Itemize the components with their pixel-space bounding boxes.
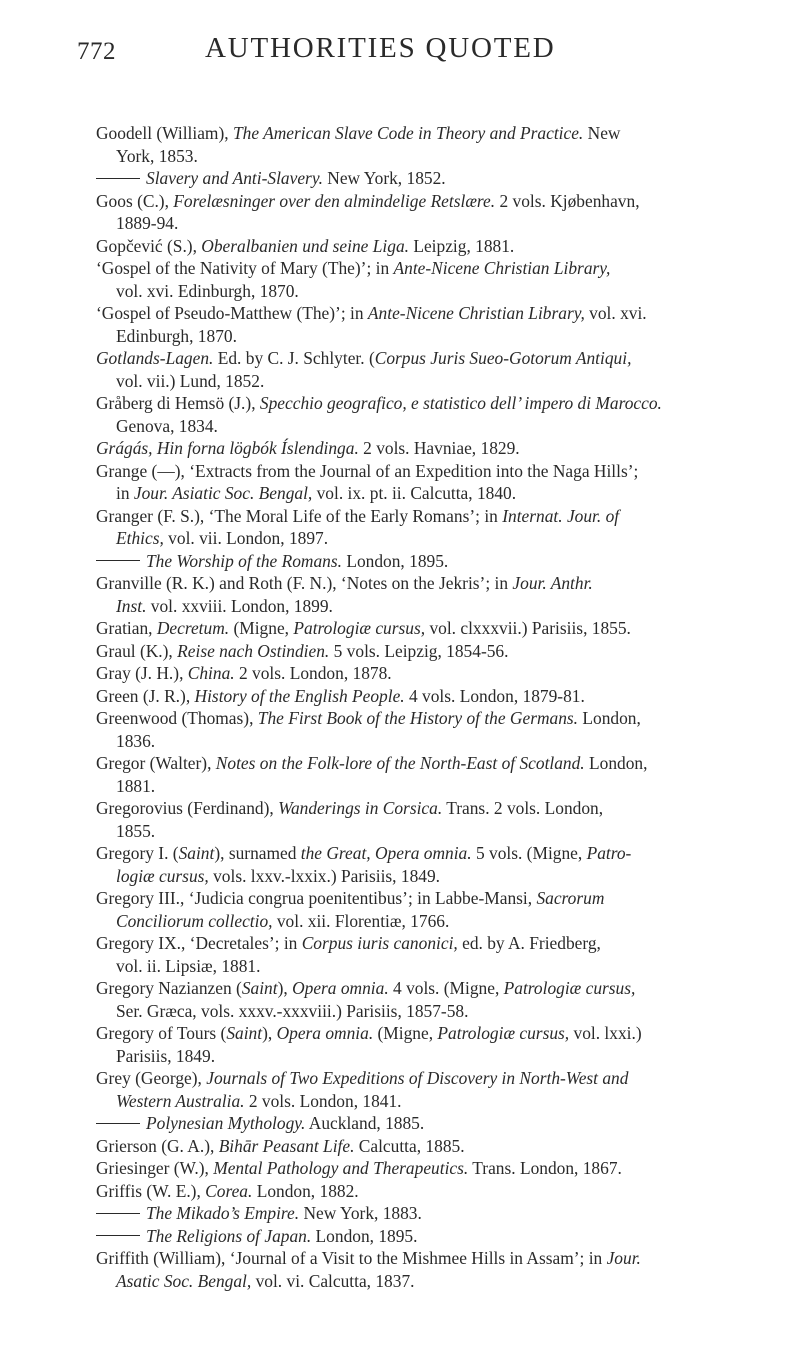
entry-text: ), bbox=[277, 978, 293, 998]
entry-text: 5 vols. Leipzig, 1854-56. bbox=[329, 640, 509, 661]
bibliography-entry bbox=[96, 1247, 763, 1292]
entry-text: vol. ix. pt. ii. Calcutta, 1840. bbox=[312, 483, 517, 503]
bibliography-entry bbox=[96, 437, 763, 460]
entry-text: in bbox=[116, 483, 134, 503]
entry-text: Gregory Nazianzen ( bbox=[96, 978, 242, 998]
ditto-dash bbox=[96, 1213, 140, 1214]
entry-text: New York, 1883. bbox=[299, 1203, 422, 1223]
entry-text: Auckland, 1885. bbox=[305, 1113, 425, 1133]
entry-title: logiæ cursus, bbox=[116, 865, 209, 886]
entry-text: Edinburgh, 1870. bbox=[116, 325, 237, 346]
entry-title: Corpus Juris Sueo-Gotorum Antiqui, bbox=[374, 348, 632, 368]
entry-text: vol. xvi. bbox=[584, 303, 647, 323]
ditto-dash bbox=[96, 1123, 140, 1124]
entry-text: 2 vols. London, 1841. bbox=[244, 1090, 402, 1111]
entry-title: Jour. bbox=[606, 1248, 641, 1268]
entry-text: New York, 1852. bbox=[322, 168, 446, 188]
entry-title: Saint bbox=[241, 978, 278, 998]
entry-text: Ed. by C. J. Schlyter. ( bbox=[213, 348, 375, 368]
entry-text: 2 vols. Havniae, 1829. bbox=[358, 438, 520, 458]
entry-text: vol. ii. Lipsiæ, 1881. bbox=[116, 955, 261, 976]
entry-title: Saint bbox=[178, 843, 215, 863]
entry-continuation bbox=[96, 820, 763, 843]
entry-continuation bbox=[96, 212, 763, 235]
entry-text: 1855. bbox=[116, 820, 156, 841]
entry-text: Ser. Græca, vols. xxxv.-xxxviii.) Parisiis, 1857-58. bbox=[116, 1000, 469, 1021]
entry-text: New bbox=[583, 123, 621, 143]
bibliography-entry bbox=[96, 977, 763, 1022]
bibliography-entry bbox=[96, 842, 763, 887]
entry-text: Grange (—), ‘Extracts from the Journal of an Expedition into the Naga Hills’; bbox=[96, 460, 639, 481]
entry-title: Oberalbanien und seine Liga. bbox=[201, 235, 409, 256]
entry-title: Saint bbox=[226, 1023, 263, 1043]
entry-text: ‘Gospel of Pseudo-Matthew (The)’; in bbox=[96, 303, 368, 323]
entry-title: Slavery and Anti-Slavery. bbox=[146, 168, 323, 188]
entry-text: vol. vii.) Lund, 1852. bbox=[116, 370, 265, 391]
entry-text: Granger (F. S.), ‘The Moral Life of the Early Romans’; in bbox=[96, 505, 503, 526]
entry-continuation bbox=[96, 1000, 763, 1023]
entry-title: China. bbox=[187, 663, 235, 683]
bibliography-entry bbox=[96, 1067, 763, 1112]
entry-text: Gopčević (S.), bbox=[96, 235, 202, 256]
entry-title: Bihār Peasant Life. bbox=[218, 1135, 355, 1156]
entry-text: 2 vols. London, 1878. bbox=[234, 663, 392, 683]
bibliography-entry bbox=[96, 1202, 763, 1225]
bibliography-entry bbox=[96, 1180, 763, 1203]
bibliography-entry bbox=[96, 347, 763, 392]
entry-continuation bbox=[96, 370, 763, 393]
entry-title: Notes on the Folk-lore of the North-East of Scotland. bbox=[215, 753, 585, 773]
bibliography-entry bbox=[96, 460, 763, 505]
entry-title: Asatic Soc. Bengal, bbox=[116, 1270, 252, 1291]
entry-text: Goodell (William), bbox=[96, 123, 233, 143]
entry-text: 4 vols. (Migne, bbox=[388, 978, 504, 998]
entry-continuation bbox=[96, 415, 763, 438]
entry-title: The Mikado’s Empire. bbox=[146, 1203, 300, 1223]
entry-text: Granville (R. K.) and Roth (F. N.), ‘Notes on the Jekris’; in bbox=[96, 573, 513, 593]
entry-title: Decretum. bbox=[156, 618, 230, 638]
entry-text: 2 vols. Kjøbenhavn, bbox=[495, 190, 640, 211]
entry-continuation bbox=[96, 1045, 763, 1068]
entry-title: The Worship of the Romans. bbox=[146, 550, 342, 571]
entry-text: 1881. bbox=[116, 775, 156, 796]
entry-title: Patro- bbox=[586, 843, 632, 863]
entry-title: Grágás, Hin forna lögbók Íslendinga. bbox=[96, 438, 359, 458]
bibliography-entry bbox=[96, 1225, 763, 1248]
entry-text: vol. xxviii. London, 1899. bbox=[146, 595, 333, 616]
bibliography-entry bbox=[96, 167, 763, 190]
entry-title: Specchio geografico, e statistico dell’ impero di Marocco. bbox=[259, 393, 662, 413]
entry-text: Gregor (Walter), bbox=[96, 753, 216, 773]
bibliography-entry bbox=[96, 550, 763, 573]
entry-text: London, bbox=[578, 708, 641, 728]
entry-text: Gråberg di Hemsö (J.), bbox=[96, 393, 260, 413]
entry-text: Greenwood (Thomas), bbox=[96, 708, 258, 728]
ditto-dash bbox=[96, 1235, 140, 1236]
entry-text: Gregory of Tours ( bbox=[96, 1023, 227, 1043]
entry-text: 1889-94. bbox=[116, 213, 179, 233]
entry-title: Conciliorum collectio, bbox=[116, 910, 273, 931]
entry-continuation bbox=[96, 1090, 763, 1113]
entry-text: Graul (K.), bbox=[96, 640, 178, 661]
entry-title: Inst. bbox=[116, 595, 147, 616]
entry-text: vol. xii. Florentiæ, 1766. bbox=[272, 910, 450, 931]
entry-text: York, 1853. bbox=[116, 145, 198, 166]
entry-continuation bbox=[96, 482, 763, 505]
entry-title: Gotlands-Lagen. bbox=[96, 348, 214, 368]
entry-text: Calcutta, 1885. bbox=[354, 1135, 465, 1156]
entry-title: Journals of Two Expeditions of Discovery in North-West and bbox=[206, 1068, 629, 1088]
entry-title: Sacrorum bbox=[536, 888, 605, 908]
entry-title: The American Slave Code in Theory and Practice. bbox=[232, 123, 584, 143]
entry-title: Patrologiæ cursus, bbox=[503, 978, 636, 998]
entry-title: The Religions of Japan. bbox=[146, 1225, 312, 1246]
entry-text: ), surnamed bbox=[214, 843, 301, 863]
entry-text: Gregory IX., ‘Decretales’; in bbox=[96, 933, 302, 953]
running-head bbox=[77, 30, 737, 70]
entry-text: London, bbox=[584, 753, 648, 773]
entry-text: ), bbox=[262, 1023, 277, 1043]
entry-title: Ante-Nicene Christian Library, bbox=[367, 303, 585, 323]
entry-title: Internat. Jour. of bbox=[502, 505, 620, 526]
entry-text: 1836. bbox=[116, 730, 156, 751]
entry-title: Patrologiæ cursus, bbox=[293, 618, 426, 638]
entry-title: Opera omnia. bbox=[276, 1023, 374, 1043]
entry-text: Parisiis, 1849. bbox=[116, 1045, 216, 1066]
entry-title: Corea. bbox=[205, 1180, 253, 1201]
entry-text: London, 1895. bbox=[341, 550, 449, 571]
bibliography-entry bbox=[96, 302, 763, 347]
entry-text: London, 1895. bbox=[311, 1225, 418, 1246]
bibliography-entry bbox=[96, 887, 763, 932]
entry-title: The First Book of the History of the Germans. bbox=[257, 708, 579, 728]
entry-title: Ethics, bbox=[116, 528, 164, 548]
entry-text: Grierson (G. A.), bbox=[96, 1135, 219, 1156]
entry-continuation bbox=[96, 595, 763, 618]
entry-text: vol. vii. London, 1897. bbox=[163, 528, 329, 548]
bibliography-entry bbox=[96, 572, 763, 617]
entry-text: Gregorovius (Ferdinand), bbox=[96, 798, 279, 818]
entry-text: Trans. London, 1867. bbox=[468, 1158, 622, 1178]
bibliography-entry bbox=[96, 617, 763, 640]
entry-title: Forelæsninger over den almindelige Retslære. bbox=[173, 190, 496, 211]
entry-text: Green (J. R.), bbox=[96, 685, 195, 706]
bibliography-entry bbox=[96, 257, 763, 302]
entry-text: (Migne, bbox=[229, 618, 294, 638]
bibliography-entry bbox=[96, 640, 763, 663]
entry-continuation bbox=[96, 775, 763, 798]
entry-text: Gregory III., ‘Judicia congrua poenitentibus’; in Labbe-Mansi, bbox=[96, 888, 537, 908]
entry-text: ed. by A. Friedberg, bbox=[457, 933, 601, 953]
entry-text: Gratian, bbox=[96, 618, 157, 638]
entry-text: (Migne, bbox=[373, 1023, 438, 1043]
entry-text: vol. lxxi.) bbox=[569, 1023, 642, 1043]
entry-text: Trans. 2 vols. London, bbox=[442, 798, 604, 818]
entry-title: Opera omnia. bbox=[292, 978, 389, 998]
entry-text: Genova, 1834. bbox=[116, 415, 218, 436]
entry-continuation bbox=[96, 955, 763, 978]
entry-title: Ante-Nicene Christian Library, bbox=[393, 258, 611, 278]
entry-text: Grey (George), bbox=[96, 1068, 207, 1088]
entry-title: the Great, Opera omnia. bbox=[300, 843, 472, 863]
bibliography-entry bbox=[96, 797, 763, 842]
bibliography-entry bbox=[96, 392, 763, 437]
entry-continuation bbox=[96, 325, 763, 348]
entry-continuation bbox=[96, 145, 763, 168]
bibliography-entry bbox=[96, 707, 763, 752]
entry-text: vol. vi. Calcutta, 1837. bbox=[251, 1270, 415, 1291]
entry-title: Corpus iuris canonici, bbox=[301, 933, 458, 953]
entry-text: London, 1882. bbox=[252, 1180, 359, 1201]
bibliography-entry bbox=[96, 662, 763, 685]
bibliography-entry bbox=[96, 1022, 763, 1067]
entry-text: Gregory I. ( bbox=[96, 843, 179, 863]
entry-text: vols. lxxv.-lxxix.) Parisiis, 1849. bbox=[208, 865, 440, 886]
bibliography-list bbox=[96, 122, 763, 1292]
entry-continuation bbox=[96, 527, 763, 550]
page-title: AUTHORITIES QUOTED bbox=[205, 32, 556, 64]
bibliography-entry bbox=[96, 122, 763, 167]
entry-text: Griesinger (W.), bbox=[96, 1158, 214, 1178]
entry-continuation bbox=[96, 865, 763, 888]
entry-text: vol. clxxxvii.) Parisiis, 1855. bbox=[425, 618, 631, 638]
bibliography-entry bbox=[96, 685, 763, 708]
entry-text: 4 vols. London, 1879-81. bbox=[404, 685, 585, 706]
entry-text: ‘Gospel of the Nativity of Mary (The)’; in bbox=[96, 258, 394, 278]
entry-title: Jour. Anthr. bbox=[512, 573, 593, 593]
entry-text: Griffith (William), ‘Journal of a Visit to the Mishmee Hills in Assam’; in bbox=[96, 1248, 607, 1268]
bibliography-entry bbox=[96, 932, 763, 977]
entry-text: Leipzig, 1881. bbox=[408, 235, 515, 256]
entry-title: Reise nach Ostindien. bbox=[177, 640, 330, 661]
entry-continuation bbox=[96, 910, 763, 933]
bibliography-entry bbox=[96, 190, 763, 235]
entry-text: 5 vols. (Migne, bbox=[471, 843, 587, 863]
entry-text: Griffis (W. E.), bbox=[96, 1180, 206, 1201]
entry-continuation bbox=[96, 1270, 763, 1293]
entry-title: Wanderings in Corsica. bbox=[278, 798, 443, 818]
entry-text: vol. xvi. Edinburgh, 1870. bbox=[116, 280, 299, 301]
ditto-dash bbox=[96, 560, 140, 561]
entry-title: Polynesian Mythology. bbox=[146, 1113, 306, 1133]
bibliography-entry bbox=[96, 1112, 763, 1135]
entry-continuation bbox=[96, 730, 763, 753]
bibliography-entry bbox=[96, 235, 763, 258]
entry-text: Gray (J. H.), bbox=[96, 663, 188, 683]
entry-title: Jour. Asiatic Soc. Bengal, bbox=[133, 483, 313, 503]
bibliography-entry bbox=[96, 752, 763, 797]
entry-title: Mental Pathology and Therapeutics. bbox=[213, 1158, 469, 1178]
bibliography-entry bbox=[96, 1135, 763, 1158]
entry-title: Western Australia. bbox=[116, 1090, 245, 1111]
ditto-dash bbox=[96, 178, 140, 179]
entry-title: History of the English People. bbox=[194, 685, 405, 706]
bibliography-entry bbox=[96, 505, 763, 550]
entry-text: Goos (C.), bbox=[96, 190, 174, 211]
bibliography-entry bbox=[96, 1157, 763, 1180]
entry-title: Patrologiæ cursus, bbox=[437, 1023, 570, 1043]
page-number: 772 bbox=[77, 38, 116, 65]
entry-continuation bbox=[96, 280, 763, 303]
